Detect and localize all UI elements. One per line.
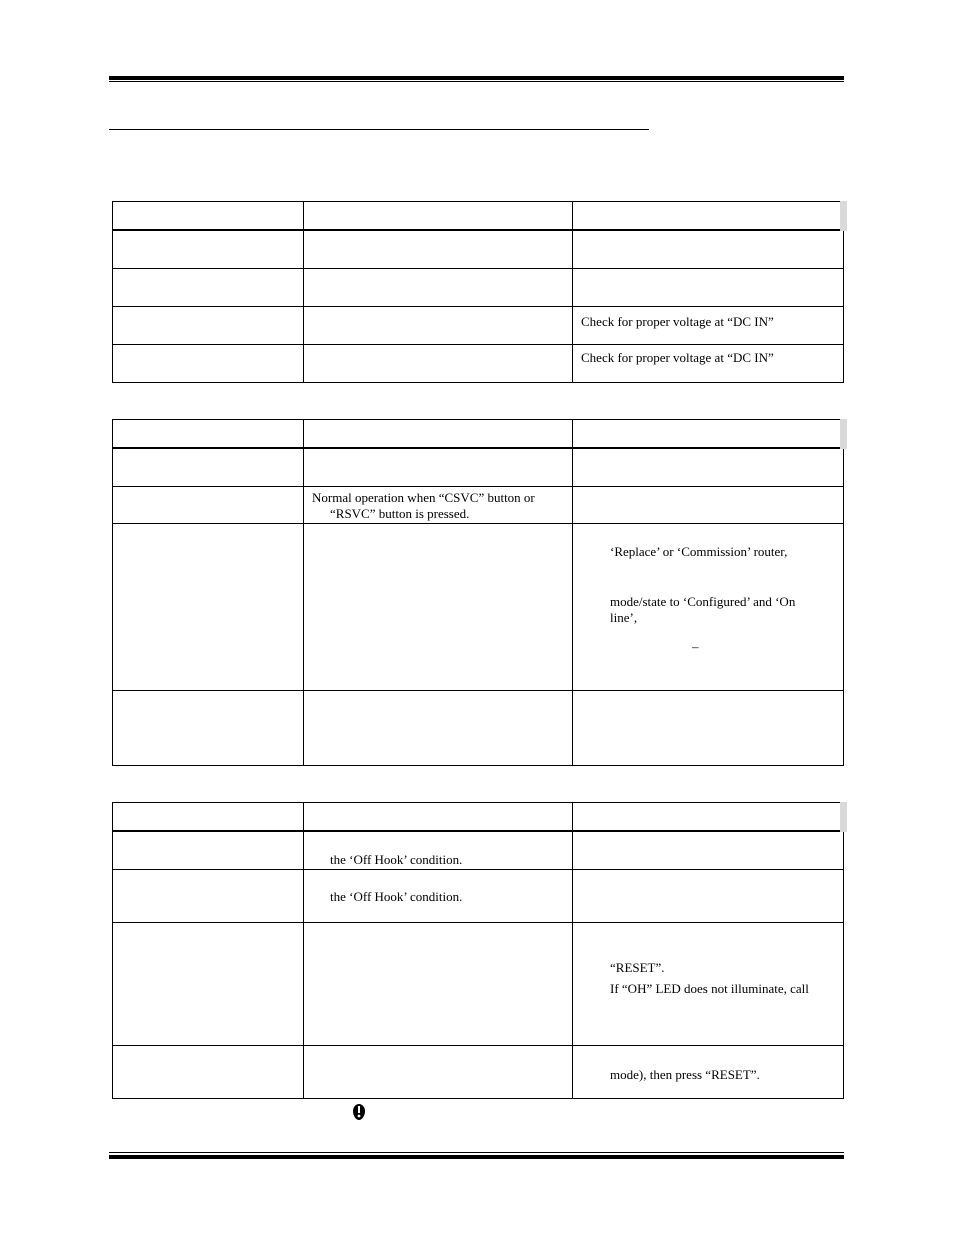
table-cell (573, 230, 844, 268)
table-cell (304, 344, 573, 382)
header-rule-thick (109, 76, 844, 80)
header-rule-thin (109, 81, 844, 82)
table-header-row (113, 202, 844, 231)
table-cell (573, 448, 844, 486)
table-row (113, 523, 844, 690)
table-cell (573, 690, 844, 765)
table-cell (304, 486, 573, 523)
table-cell (113, 344, 304, 382)
table-row (113, 870, 844, 923)
remedy-text: – (692, 638, 699, 654)
table-cell (573, 268, 844, 306)
footer-rule-thin (109, 1152, 844, 1153)
table-cell (304, 306, 573, 344)
table-cell (304, 230, 573, 268)
troubleshooting-table-service (112, 419, 847, 766)
header-cell (304, 420, 573, 449)
table-cell (113, 1046, 304, 1099)
section-heading-underline (109, 129, 649, 130)
table-cell (113, 923, 304, 1046)
header-cell (113, 420, 304, 449)
symptom-text: the ‘Off Hook’ condition. (330, 889, 463, 904)
table-cell (573, 486, 844, 523)
table-cell (304, 923, 573, 1046)
remedy-text: Check for proper voltage at “DC IN” (581, 313, 774, 329)
table-header-row (113, 420, 844, 449)
table-cell (304, 523, 573, 690)
remedy-text: mode/state to ‘Configured’ and ‘On (610, 593, 796, 609)
table-cell (113, 523, 304, 690)
remedy-text: ‘Replace’ or ‘Commission’ router, (610, 543, 788, 559)
header-cell (113, 202, 304, 231)
table-cell (304, 690, 573, 765)
table-cell (304, 870, 573, 923)
table-row (113, 486, 844, 523)
remedy-text: line’, (610, 609, 638, 625)
symptom-text: the ‘Off Hook’ condition. (330, 852, 463, 867)
table-cell (113, 230, 304, 268)
table-cell (113, 870, 304, 923)
table-row (113, 1046, 844, 1099)
table-cell (113, 831, 304, 870)
remedy-text: Check for proper voltage at “DC IN” (581, 349, 774, 365)
table-cell (573, 870, 844, 923)
table-cell (304, 1046, 573, 1099)
table-cell (304, 448, 573, 486)
table-cell (113, 268, 304, 306)
symptom-text: “RSVC” button is pressed. (330, 505, 470, 521)
table-row (113, 448, 844, 486)
header-cell (573, 803, 844, 832)
table-row (113, 831, 844, 870)
table-row (113, 268, 844, 306)
header-cell (573, 202, 844, 231)
troubleshooting-table-offhook (112, 802, 847, 1099)
header-cell (304, 202, 573, 231)
troubleshooting-table-power (112, 201, 847, 383)
symptom-text: Normal operation when “CSVC” button or (312, 489, 535, 505)
table-cell (573, 1046, 844, 1099)
table-row (113, 344, 844, 382)
table-header-row (113, 803, 844, 832)
hand-pointer-icon (350, 1103, 368, 1121)
remedy-text: If “OH” LED does not illuminate, call (610, 981, 809, 996)
table-cell (573, 523, 844, 690)
table-cell (113, 690, 304, 765)
table-row (113, 923, 844, 1046)
remedy-text: mode), then press “RESET”. (610, 1067, 760, 1082)
table-cell (573, 306, 844, 344)
table-cell (573, 831, 844, 870)
table-cell (573, 923, 844, 1046)
table-cell (304, 831, 573, 870)
table-cell (113, 448, 304, 486)
table-cell (113, 306, 304, 344)
header-cell (113, 803, 304, 832)
header-cell (573, 420, 844, 449)
table-cell (113, 486, 304, 523)
header-cell (304, 803, 573, 832)
table-cell (573, 344, 844, 382)
table-cell (304, 268, 573, 306)
table-row (113, 306, 844, 344)
table-row (113, 230, 844, 268)
remedy-text: “RESET”. (610, 960, 665, 975)
table-row (113, 690, 844, 765)
footer-rule-thick (109, 1155, 844, 1159)
